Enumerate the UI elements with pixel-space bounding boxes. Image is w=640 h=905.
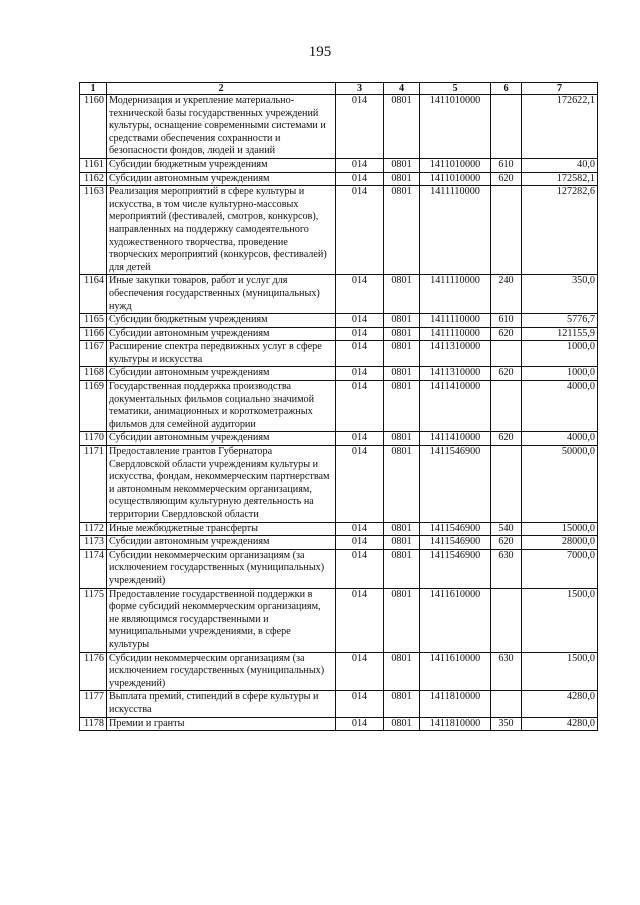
- row-number: 1168: [80, 367, 107, 381]
- amount: 350,0: [522, 275, 598, 314]
- target-code: 1411110000: [420, 275, 491, 314]
- row-number: 1172: [80, 522, 107, 536]
- amount: 121155,9: [522, 327, 598, 341]
- section-code: 0801: [384, 536, 420, 550]
- ministry-code: 014: [336, 186, 384, 275]
- row-name: Субсидии автономным учреждениям: [107, 536, 336, 550]
- section-code: 0801: [384, 314, 420, 328]
- row-name: Субсидии автономным учреждениям: [107, 367, 336, 381]
- amount: 5776,7: [522, 314, 598, 328]
- target-code: 1411110000: [420, 186, 491, 275]
- expense-kind-code: [491, 95, 522, 159]
- target-code: 1411310000: [420, 341, 491, 367]
- row-name: Субсидии некоммерческим организациям (за исключением государственных (муниципальных) учреждений): [107, 652, 336, 691]
- target-code: 1411546900: [420, 536, 491, 550]
- ministry-code: 014: [336, 95, 384, 159]
- target-code: 1411310000: [420, 367, 491, 381]
- ministry-code: 014: [336, 717, 384, 731]
- ministry-code: 014: [336, 381, 384, 432]
- row-name: Субсидии бюджетным учреждениям: [107, 314, 336, 328]
- row-number: 1177: [80, 691, 107, 717]
- table-row: [80, 652, 598, 691]
- target-code: 1411010000: [420, 172, 491, 186]
- ministry-code: 014: [336, 367, 384, 381]
- ministry-code: 014: [336, 341, 384, 367]
- row-name: Расширение спектра передвижных услуг в сфере культуры и искусства: [107, 341, 336, 367]
- amount: 4000,0: [522, 381, 598, 432]
- row-number: 1176: [80, 652, 107, 691]
- section-code: 0801: [384, 95, 420, 159]
- row-number: 1167: [80, 341, 107, 367]
- section-code: 0801: [384, 381, 420, 432]
- row-name: Реализация мероприятий в сфере культуры и искусства, в том числе культурно-массовых мероприятий (фестивалей, смотров, конкурсов), направленных на поддержку самодеятельного художественного творчества, проведение творческих мероприятий (конкурсов, фестивалей) для детей: [107, 186, 336, 275]
- table-row: [80, 381, 598, 432]
- target-code: 1411810000: [420, 717, 491, 731]
- section-code: 0801: [384, 186, 420, 275]
- row-name: Субсидии автономным учреждениям: [107, 327, 336, 341]
- row-number: 1178: [80, 717, 107, 731]
- row-name: Субсидии автономным учреждениям: [107, 432, 336, 446]
- expense-kind-code: [491, 588, 522, 652]
- section-code: 0801: [384, 549, 420, 588]
- ministry-code: 014: [336, 588, 384, 652]
- amount: 1000,0: [522, 367, 598, 381]
- table-row: [80, 446, 598, 523]
- budget-table: [79, 82, 598, 731]
- table-row: [80, 275, 598, 314]
- expense-kind-code: 350: [491, 717, 522, 731]
- table-row: [80, 341, 598, 367]
- col-header: 3: [336, 83, 384, 95]
- expense-kind-code: 620: [491, 536, 522, 550]
- target-code: 1411546900: [420, 522, 491, 536]
- header-row: [80, 83, 598, 95]
- row-number: 1163: [80, 186, 107, 275]
- ministry-code: 014: [336, 652, 384, 691]
- page-number: 195: [308, 44, 332, 60]
- amount: 1500,0: [522, 588, 598, 652]
- expense-kind-code: [491, 691, 522, 717]
- ministry-code: 014: [336, 158, 384, 172]
- section-code: 0801: [384, 691, 420, 717]
- row-name: Модернизация и укрепление материально-технической базы государственных учреждений культуры, оснащение современными системами и средствами обеспечения сохранности и безопасности фондов, людей и зданий: [107, 95, 336, 159]
- section-code: 0801: [384, 446, 420, 523]
- expense-kind-code: 620: [491, 432, 522, 446]
- ministry-code: 014: [336, 275, 384, 314]
- table-row: [80, 522, 598, 536]
- target-code: 1411010000: [420, 95, 491, 159]
- row-name: Премии и гранты: [107, 717, 336, 731]
- table-row: [80, 186, 598, 275]
- ministry-code: 014: [336, 432, 384, 446]
- row-name: Предоставление грантов Губернатора Свердловской области учреждениям культуры и искусства, фондам, некоммерческим партнерствам и автономным некоммерческим организациям, осуществляющим культурную деятельность на территории Свердловской области: [107, 446, 336, 523]
- ministry-code: 014: [336, 549, 384, 588]
- col-header: 4: [384, 83, 420, 95]
- col-header: 6: [491, 83, 522, 95]
- row-number: 1166: [80, 327, 107, 341]
- expense-kind-code: [491, 186, 522, 275]
- row-number: 1170: [80, 432, 107, 446]
- target-code: 1411810000: [420, 691, 491, 717]
- target-code: 1411410000: [420, 381, 491, 432]
- col-header: 2: [107, 83, 336, 95]
- table-row: [80, 536, 598, 550]
- ministry-code: 014: [336, 691, 384, 717]
- expense-kind-code: [491, 446, 522, 523]
- amount: 127282,6: [522, 186, 598, 275]
- expense-kind-code: 540: [491, 522, 522, 536]
- table-row: [80, 367, 598, 381]
- ministry-code: 014: [336, 314, 384, 328]
- row-name: Государственная поддержка производства документальных фильмов социально значимой тематики, анимационных и короткометражных фильмов для семейной аудитории: [107, 381, 336, 432]
- amount: 50000,0: [522, 446, 598, 523]
- section-code: 0801: [384, 275, 420, 314]
- amount: 4280,0: [522, 691, 598, 717]
- section-code: 0801: [384, 367, 420, 381]
- expense-kind-code: [491, 381, 522, 432]
- amount: 7000,0: [522, 549, 598, 588]
- expense-kind-code: [491, 341, 522, 367]
- amount: 15000,0: [522, 522, 598, 536]
- section-code: 0801: [384, 652, 420, 691]
- table-row: [80, 717, 598, 731]
- row-name: Иные межбюджетные трансферты: [107, 522, 336, 536]
- row-number: 1161: [80, 158, 107, 172]
- row-name: Иные закупки товаров, работ и услуг для обеспечения государственных (муниципальных) нужд: [107, 275, 336, 314]
- target-code: 1411010000: [420, 158, 491, 172]
- amount: 1500,0: [522, 652, 598, 691]
- target-code: 1411546900: [420, 446, 491, 523]
- section-code: 0801: [384, 341, 420, 367]
- ministry-code: 014: [336, 446, 384, 523]
- expense-kind-code: 620: [491, 327, 522, 341]
- table-row: [80, 432, 598, 446]
- target-code: 1411110000: [420, 314, 491, 328]
- row-number: 1160: [80, 95, 107, 159]
- col-header: 5: [420, 83, 491, 95]
- ministry-code: 014: [336, 522, 384, 536]
- row-name: Субсидии некоммерческим организациям (за исключением государственных (муниципальных) учреждений): [107, 549, 336, 588]
- expense-kind-code: 610: [491, 158, 522, 172]
- amount: 40,0: [522, 158, 598, 172]
- expense-kind-code: 620: [491, 367, 522, 381]
- table-row: [80, 172, 598, 186]
- row-number: 1175: [80, 588, 107, 652]
- target-code: 1411410000: [420, 432, 491, 446]
- row-name: Субсидии бюджетным учреждениям: [107, 158, 336, 172]
- amount: 4280,0: [522, 717, 598, 731]
- target-code: 1411610000: [420, 652, 491, 691]
- row-number: 1169: [80, 381, 107, 432]
- amount: 172582,1: [522, 172, 598, 186]
- amount: 28000,0: [522, 536, 598, 550]
- table-row: [80, 95, 598, 159]
- row-number: 1162: [80, 172, 107, 186]
- section-code: 0801: [384, 432, 420, 446]
- expense-kind-code: 240: [491, 275, 522, 314]
- row-name: Субсидии автономным учреждениям: [107, 172, 336, 186]
- table-row: [80, 158, 598, 172]
- expense-kind-code: 630: [491, 549, 522, 588]
- ministry-code: 014: [336, 172, 384, 186]
- section-code: 0801: [384, 588, 420, 652]
- expense-kind-code: 610: [491, 314, 522, 328]
- amount: 1000,0: [522, 341, 598, 367]
- amount: 172622,1: [522, 95, 598, 159]
- table-row: [80, 314, 598, 328]
- col-header: 1: [80, 83, 107, 95]
- table-row: [80, 549, 598, 588]
- row-number: 1173: [80, 536, 107, 550]
- table-row: [80, 691, 598, 717]
- section-code: 0801: [384, 327, 420, 341]
- col-header: 7: [522, 83, 598, 95]
- expense-kind-code: 620: [491, 172, 522, 186]
- row-number: 1171: [80, 446, 107, 523]
- amount: 4000,0: [522, 432, 598, 446]
- target-code: 1411610000: [420, 588, 491, 652]
- target-code: 1411110000: [420, 327, 491, 341]
- section-code: 0801: [384, 522, 420, 536]
- table-row: [80, 588, 598, 652]
- row-name: Предоставление государственной поддержки в форме субсидий некоммерческим организациям, не являющимся государственными и муниципальными учреждениями, в сфере культуры: [107, 588, 336, 652]
- section-code: 0801: [384, 172, 420, 186]
- section-code: 0801: [384, 158, 420, 172]
- ministry-code: 014: [336, 536, 384, 550]
- target-code: 1411546900: [420, 549, 491, 588]
- row-name: Выплата премий, стипендий в сфере культуры и искусства: [107, 691, 336, 717]
- row-number: 1164: [80, 275, 107, 314]
- table-row: [80, 327, 598, 341]
- row-number: 1174: [80, 549, 107, 588]
- row-number: 1165: [80, 314, 107, 328]
- section-code: 0801: [384, 717, 420, 731]
- ministry-code: 014: [336, 327, 384, 341]
- expense-kind-code: 630: [491, 652, 522, 691]
